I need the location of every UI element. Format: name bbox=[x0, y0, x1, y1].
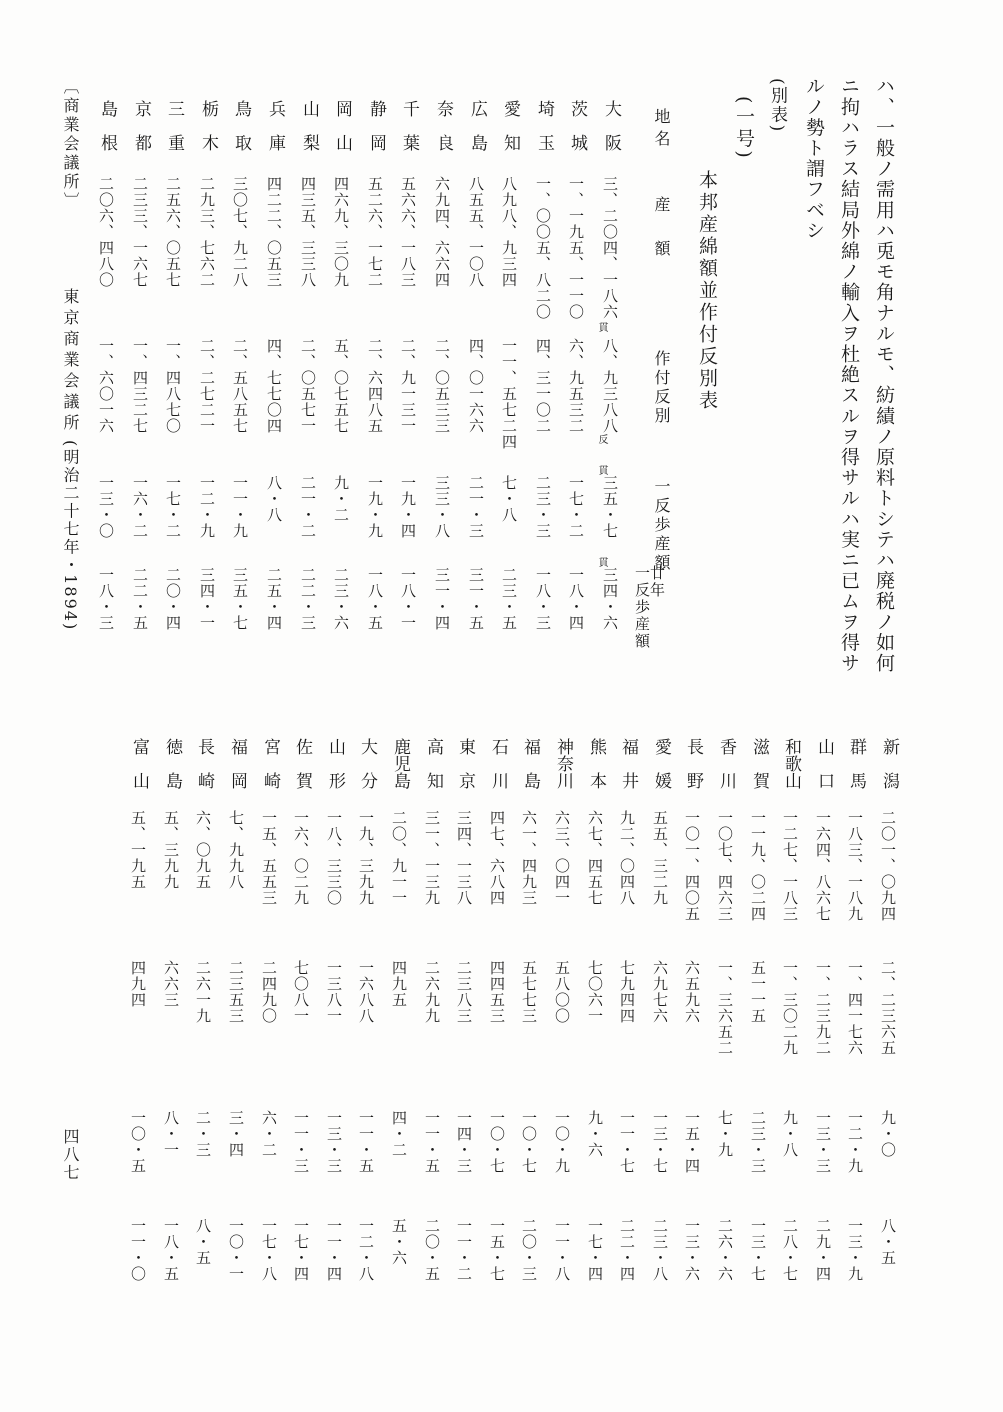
prefecture-name: 徳 島 bbox=[162, 738, 182, 789]
per-tan-value: 八・八 bbox=[265, 475, 283, 523]
per-tan-20yr-value: 一八・三 bbox=[534, 567, 552, 631]
prefecture-name: 千 葉 bbox=[399, 100, 419, 151]
per-tan-20yr-value: 一八・五 bbox=[162, 1218, 180, 1282]
prefecture-name: 山 梨 bbox=[299, 100, 319, 151]
per-tan-value: 一一・七 bbox=[618, 1110, 636, 1174]
acreage-value: 五一一五 bbox=[749, 960, 767, 1024]
per-tan-20yr-value: 三四・一 bbox=[198, 567, 216, 631]
acreage-value: 二、五八五七 bbox=[231, 338, 249, 434]
per-tan-20yr-value: 一七・八 bbox=[260, 1218, 278, 1282]
acreage-value: 四、三一〇二 bbox=[534, 338, 552, 434]
production-value: 四三五、三三八 bbox=[299, 176, 317, 288]
per-tan-value: 一一・九 bbox=[231, 475, 249, 539]
per-tan-value: 一一・三 bbox=[292, 1110, 310, 1174]
production-value: 五、三九九 bbox=[162, 810, 180, 890]
prefecture-name: 愛 媛 bbox=[651, 738, 671, 789]
acreage-value: 七〇八一 bbox=[292, 960, 310, 1024]
intro-line-3: ルノ勢ト謂フベシ bbox=[803, 76, 825, 241]
per-tan-value: 一一・五 bbox=[357, 1110, 375, 1174]
production-value: 五二六、一七二 bbox=[366, 176, 384, 288]
prefecture-name: 兵 庫 bbox=[265, 100, 285, 151]
per-tan-value: 一七・二 bbox=[567, 475, 585, 539]
prefecture-name: 鹿児島 bbox=[390, 738, 410, 789]
acreage-value: 五八〇〇 bbox=[553, 960, 571, 1024]
prefecture-name: 長 野 bbox=[683, 738, 703, 789]
per-tan-value: 九・〇 bbox=[879, 1110, 897, 1158]
per-tan-value: 一〇・七 bbox=[488, 1110, 506, 1174]
production-value: 一六、〇二九 bbox=[292, 810, 310, 906]
acreage-value: 二三五三 bbox=[227, 960, 245, 1024]
acreage-value: 四四五三 bbox=[488, 960, 506, 1024]
per-tan-value: 一二・九 bbox=[846, 1110, 864, 1174]
prefecture-name: 山 形 bbox=[325, 738, 345, 789]
per-tan-20yr-value: 一八・一 bbox=[399, 567, 417, 631]
acreage-value: 一一、五七二四 bbox=[500, 338, 518, 450]
intro-line-2: ニ拘ハラス結局外綿ノ輸入ヲ杜絶スルヲ得サルハ実ニ已ムヲ得サ bbox=[838, 76, 860, 674]
production-value: 六一、四九三 bbox=[520, 810, 538, 906]
per-tan-20yr-value: 八・五 bbox=[194, 1218, 212, 1266]
per-tan-20yr-value: 二五・四 bbox=[265, 567, 283, 631]
table-title: 本邦産綿額並作付反別表 bbox=[696, 170, 718, 412]
acreage-value: 二、〇五七一 bbox=[299, 338, 317, 434]
prefecture-name: 広 島 bbox=[467, 100, 487, 151]
per-tan-20yr-value: 二三・六 bbox=[332, 567, 350, 631]
production-value: 一〇七、四六三 bbox=[716, 810, 734, 922]
prefecture-name: 鳥 取 bbox=[231, 100, 251, 151]
prefecture-name: 福 井 bbox=[618, 738, 638, 789]
prefecture-name: 三 重 bbox=[164, 100, 184, 151]
acreage-value: 二、六四八五 bbox=[366, 338, 384, 434]
production-value: 五五、三二九 bbox=[651, 810, 669, 906]
per-tan-20yr-value: 二九・四 bbox=[814, 1218, 832, 1282]
prefecture-name: 島 根 bbox=[97, 100, 117, 151]
header-prefecture: 地名 bbox=[652, 108, 671, 152]
prefecture-name: 香 川 bbox=[716, 738, 736, 789]
prefecture-name: 岡 山 bbox=[332, 100, 352, 151]
footer-publisher: 東京商業会議所 bbox=[61, 288, 80, 435]
per-tan-value: 二・三 bbox=[194, 1110, 212, 1158]
prefecture-name: 静 岡 bbox=[366, 100, 386, 151]
per-tan-20yr-value: 一三・九 bbox=[846, 1218, 864, 1282]
header-production: 産 額 bbox=[652, 196, 671, 262]
footer-date: (明治二十七年・1894) bbox=[61, 440, 80, 632]
unit-tan: 反 bbox=[596, 434, 607, 444]
per-tan-20yr-value: 二〇・三 bbox=[520, 1218, 538, 1282]
production-value: 六、〇九五 bbox=[194, 810, 212, 890]
acreage-value: 四、七七〇四 bbox=[265, 338, 283, 434]
production-value: 六七、四五七 bbox=[586, 810, 604, 906]
acreage-value: 二、九一三一 bbox=[399, 338, 417, 434]
per-tan-value: 一〇・七 bbox=[520, 1110, 538, 1174]
per-tan-value: 一二・九 bbox=[198, 475, 216, 539]
header-per-tan: 一反歩産額 bbox=[652, 478, 671, 573]
prefecture-name: 石 川 bbox=[488, 738, 508, 789]
per-tan-20yr-value: 三四・六 bbox=[601, 567, 619, 631]
production-value: 五、一九五 bbox=[129, 810, 147, 890]
per-tan-20yr-value: 一二・八 bbox=[357, 1218, 375, 1282]
prefecture-name: 奈 良 bbox=[433, 100, 453, 151]
acreage-value: 二六九九 bbox=[423, 960, 441, 1024]
prefecture-name: 山 口 bbox=[814, 738, 834, 789]
production-value: 二五六、〇五七 bbox=[164, 176, 182, 288]
production-value: 二〇、九一一 bbox=[390, 810, 408, 906]
prefecture-name: 東 京 bbox=[455, 738, 475, 789]
acreage-value: 一三八一 bbox=[325, 960, 343, 1024]
per-tan-value: 一七・二 bbox=[164, 475, 182, 539]
production-value: 一九、三九九 bbox=[357, 810, 375, 906]
number-label: (一号) bbox=[733, 96, 755, 161]
prefecture-name: 愛 知 bbox=[500, 100, 520, 151]
per-tan-20yr-value: 二二・五 bbox=[131, 567, 149, 631]
acreage-value: 四、〇一六六 bbox=[467, 338, 485, 434]
per-tan-value: 三三・八 bbox=[433, 475, 451, 539]
acreage-value: 二三八三 bbox=[455, 960, 473, 1024]
per-tan-20yr-value: 一五・七 bbox=[488, 1218, 506, 1282]
production-value: 一一九、〇二四 bbox=[749, 810, 767, 922]
per-tan-value: 四・二 bbox=[390, 1110, 408, 1158]
acreage-value: 一、四八七〇 bbox=[164, 338, 182, 434]
per-tan-20yr-value: 一八・五 bbox=[366, 567, 384, 631]
acreage-value: 二四九〇 bbox=[260, 960, 278, 1024]
prefecture-name: 神奈川 bbox=[553, 738, 573, 789]
per-tan-20yr-value: 二〇・四 bbox=[164, 567, 182, 631]
per-tan-value: 一四・三 bbox=[455, 1110, 473, 1174]
per-tan-value: 一三・三 bbox=[325, 1110, 343, 1174]
per-tan-20yr-value: 三一・四 bbox=[433, 567, 451, 631]
per-tan-20yr-value: 二二・三 bbox=[299, 567, 317, 631]
acreage-value: 二、二七二一 bbox=[198, 338, 216, 434]
production-value: 八五五、一〇八 bbox=[467, 176, 485, 288]
per-tan-20yr-value: 一八・三 bbox=[97, 567, 115, 631]
production-value: 二三三、一六七 bbox=[131, 176, 149, 288]
acreage-value: 五七七三 bbox=[520, 960, 538, 1024]
prefecture-name: 和歌山 bbox=[781, 738, 801, 789]
per-tan-value: 一五・四 bbox=[683, 1110, 701, 1174]
production-value: 一八、三三〇 bbox=[325, 810, 343, 906]
unit-kan: 貫 bbox=[596, 557, 607, 567]
per-tan-value: 九・六 bbox=[586, 1110, 604, 1158]
acreage-value: 二、二三六五 bbox=[879, 960, 897, 1056]
unit-kan: 貫 bbox=[596, 465, 607, 475]
prefecture-name: 佐 賀 bbox=[292, 738, 312, 789]
per-tan-value: 六・二 bbox=[260, 1110, 278, 1158]
production-value: 三一、一三九 bbox=[423, 810, 441, 906]
prefecture-name: 大 分 bbox=[357, 738, 377, 789]
production-value: 三四、一三八 bbox=[455, 810, 473, 906]
per-tan-20yr-value: 五・六 bbox=[390, 1218, 408, 1266]
acreage-value: 八、九三八八 bbox=[601, 338, 619, 434]
production-value: 四七、六八四 bbox=[488, 810, 506, 906]
prefecture-name: 高 知 bbox=[423, 738, 443, 789]
per-tan-value: 一三・〇 bbox=[97, 475, 115, 539]
per-tan-20yr-value: 二三・五 bbox=[500, 567, 518, 631]
acreage-value: 二、〇五三三 bbox=[433, 338, 451, 434]
prefecture-name: 富 山 bbox=[129, 738, 149, 789]
production-value: 一六四、八六七 bbox=[814, 810, 832, 922]
per-tan-value: 二三・三 bbox=[749, 1110, 767, 1174]
production-value: 一五、五五三 bbox=[260, 810, 278, 906]
acreage-value: 五、〇七五七 bbox=[332, 338, 350, 434]
production-value: 七、九九八 bbox=[227, 810, 245, 890]
production-value: 二〇一、〇九四 bbox=[879, 810, 897, 922]
per-tan-20yr-value: 一七・四 bbox=[586, 1218, 604, 1282]
per-tan-20yr-value: 一三・七 bbox=[749, 1218, 767, 1282]
production-value: 九二、〇四八 bbox=[618, 810, 636, 906]
per-tan-20yr-value: 二二・四 bbox=[618, 1218, 636, 1282]
acreage-value: 一、四三二七 bbox=[131, 338, 149, 434]
production-value: 六九四、六六四 bbox=[433, 176, 451, 288]
per-tan-20yr-value: 一八・四 bbox=[567, 567, 585, 631]
per-tan-value: 一〇・九 bbox=[553, 1110, 571, 1174]
per-tan-20yr-value: 二八・七 bbox=[781, 1218, 799, 1282]
page-number: 四八七 bbox=[61, 1128, 80, 1182]
prefecture-name: 福 島 bbox=[520, 738, 540, 789]
acreage-value: 七九四四 bbox=[618, 960, 636, 1024]
acreage-value: 四九四 bbox=[129, 960, 147, 1008]
production-value: 二九三、七六二 bbox=[198, 176, 216, 288]
acreage-value: 六五九六 bbox=[683, 960, 701, 1024]
acreage-value: 一、六〇一六 bbox=[97, 338, 115, 434]
prefecture-name: 新 潟 bbox=[879, 738, 899, 789]
per-tan-20yr-value: 八・五 bbox=[879, 1218, 897, 1266]
footer-source: 〔商業会議所〕 bbox=[61, 78, 80, 211]
per-tan-value: 八・一 bbox=[162, 1110, 180, 1158]
production-value: 五六六、一八三 bbox=[399, 176, 417, 288]
per-tan-value: 一三・三 bbox=[814, 1110, 832, 1174]
per-tan-value: 七・九 bbox=[716, 1110, 734, 1158]
production-value: 四六九、三〇九 bbox=[332, 176, 350, 288]
production-value: 一二七、一八三 bbox=[781, 810, 799, 922]
intro-line-1: ハ、一般ノ需用ハ兎モ角ナルモ、紡績ノ原料トシテハ廃税ノ如何 bbox=[873, 76, 895, 674]
acreage-value: 六六三 bbox=[162, 960, 180, 1008]
acreage-value: 四九五 bbox=[390, 960, 408, 1008]
production-value: 六三、〇四一 bbox=[553, 810, 571, 906]
per-tan-value: 二三・三 bbox=[534, 475, 552, 539]
per-tan-20yr-value: 一七・四 bbox=[292, 1218, 310, 1282]
production-value: 一、一九五、一一〇 bbox=[567, 176, 585, 320]
acreage-value: 二六一九 bbox=[194, 960, 212, 1024]
acreage-value: 一、三〇二九 bbox=[781, 960, 799, 1056]
per-tan-value: 三・四 bbox=[227, 1110, 245, 1158]
per-tan-20yr-value: 二六・六 bbox=[716, 1218, 734, 1282]
prefecture-name: 福 岡 bbox=[227, 738, 247, 789]
production-value: 一八三、一八九 bbox=[846, 810, 864, 922]
header-acreage: 作付反別 bbox=[652, 350, 671, 426]
appendix-label: (別表) bbox=[767, 78, 787, 134]
acreage-value: 一、二三九二 bbox=[814, 960, 832, 1056]
prefecture-name: 熊 本 bbox=[586, 738, 606, 789]
acreage-value: 一六八八 bbox=[357, 960, 375, 1024]
per-tan-20yr-value: 三五・七 bbox=[231, 567, 249, 631]
per-tan-value: 三五・七 bbox=[601, 475, 619, 539]
per-tan-value: 九・八 bbox=[781, 1110, 799, 1158]
per-tan-20yr-value: 一一・二 bbox=[455, 1218, 473, 1282]
prefecture-name: 長 崎 bbox=[194, 738, 214, 789]
unit-kan: 貫 bbox=[596, 322, 607, 332]
acreage-value: 六、九五三二 bbox=[567, 338, 585, 434]
acreage-value: 一、四一七六 bbox=[846, 960, 864, 1056]
production-value: 一〇一、四〇五 bbox=[683, 810, 701, 922]
production-value: 三〇七、九二八 bbox=[231, 176, 249, 288]
header-per-tan-20yr: 廿年 一反歩産額 bbox=[633, 565, 666, 650]
per-tan-20yr-value: 二三・八 bbox=[651, 1218, 669, 1282]
per-tan-value: 七・八 bbox=[500, 475, 518, 523]
per-tan-20yr-value: 三一・五 bbox=[467, 567, 485, 631]
prefecture-name: 滋 賀 bbox=[749, 738, 769, 789]
prefecture-name: 茨 城 bbox=[567, 100, 587, 151]
per-tan-value: 一六・二 bbox=[131, 475, 149, 539]
per-tan-value: 九・二 bbox=[332, 475, 350, 523]
per-tan-20yr-value: 二〇・五 bbox=[423, 1218, 441, 1282]
prefecture-name: 宮 崎 bbox=[260, 738, 280, 789]
per-tan-value: 一九・四 bbox=[399, 475, 417, 539]
prefecture-name: 栃 木 bbox=[198, 100, 218, 151]
acreage-value: 一、三六五二 bbox=[716, 960, 734, 1056]
per-tan-value: 一一・五 bbox=[423, 1110, 441, 1174]
prefecture-name: 大 阪 bbox=[601, 100, 621, 151]
prefecture-name: 京 都 bbox=[131, 100, 151, 151]
prefecture-name: 群 馬 bbox=[846, 738, 866, 789]
per-tan-value: 二一・三 bbox=[467, 475, 485, 539]
production-value: 八九八、九三四 bbox=[500, 176, 518, 288]
per-tan-20yr-value: 一一・〇 bbox=[129, 1218, 147, 1282]
production-value: 三、二〇四、一八六 bbox=[601, 176, 619, 320]
per-tan-20yr-value: 一一・四 bbox=[325, 1218, 343, 1282]
per-tan-value: 一三・七 bbox=[651, 1110, 669, 1174]
per-tan-value: 一〇・五 bbox=[129, 1110, 147, 1174]
per-tan-20yr-value: 一三・六 bbox=[683, 1218, 701, 1282]
acreage-value: 七〇六一 bbox=[586, 960, 604, 1024]
production-value: 四二二、〇五三 bbox=[265, 176, 283, 288]
per-tan-value: 一九・九 bbox=[366, 475, 384, 539]
per-tan-value: 二一・二 bbox=[299, 475, 317, 539]
acreage-value: 六九七六 bbox=[651, 960, 669, 1024]
per-tan-20yr-value: 一一・八 bbox=[553, 1218, 571, 1282]
production-value: 二〇六、四八〇 bbox=[97, 176, 115, 288]
production-value: 一、〇〇五、八二〇 bbox=[534, 176, 552, 320]
per-tan-20yr-value: 一〇・一 bbox=[227, 1218, 245, 1282]
prefecture-name: 埼 玉 bbox=[534, 100, 554, 151]
